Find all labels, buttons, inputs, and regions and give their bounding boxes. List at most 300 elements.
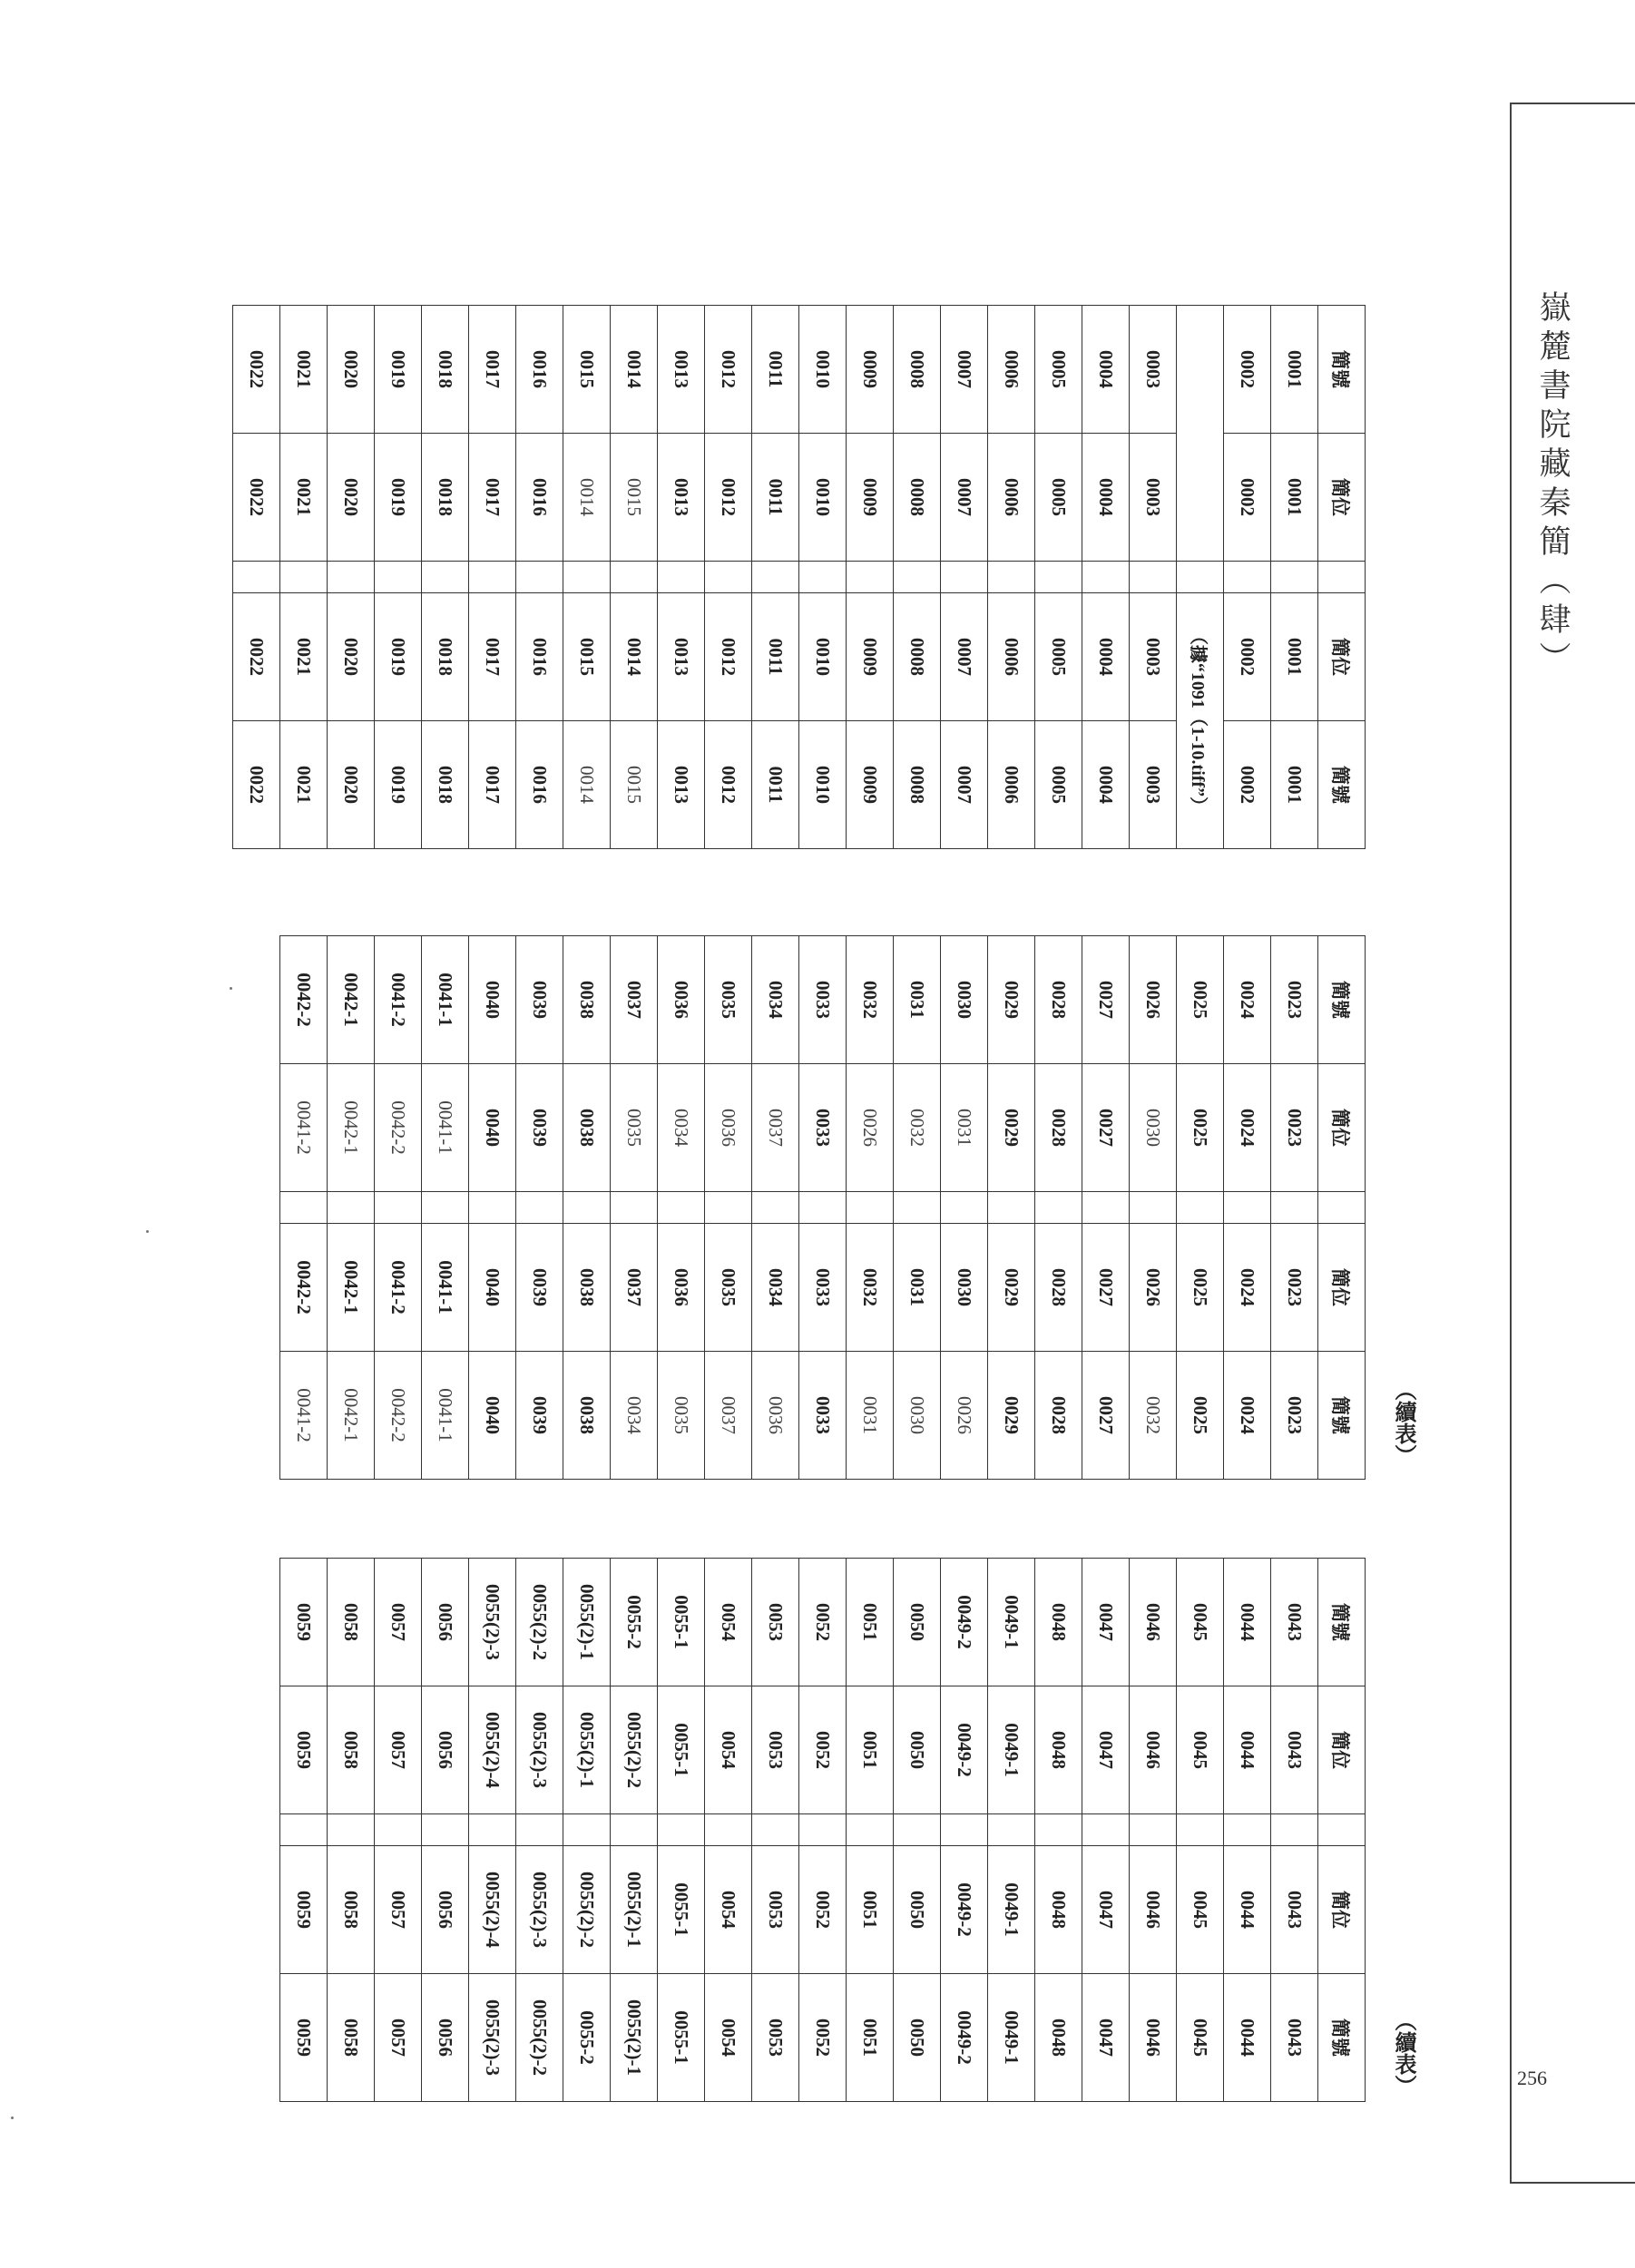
- table-cell: 0027: [1082, 1352, 1130, 1480]
- spacer-cell: [847, 1192, 894, 1224]
- table-cell: 0002: [1224, 593, 1271, 721]
- table-cell: 0043: [1271, 1686, 1318, 1814]
- table-cell: 0034: [658, 1064, 705, 1192]
- table-cell: 0046: [1130, 1974, 1177, 2102]
- table-cell: 0055-2: [611, 1559, 658, 1686]
- table-cell: 0018: [422, 721, 469, 849]
- table-cell: 簡位: [1318, 1224, 1366, 1352]
- table-cell: 0028: [1035, 936, 1082, 1064]
- table-cell: 0050: [894, 1686, 941, 1814]
- table-cell: 0006: [988, 434, 1035, 562]
- header-row: [1318, 936, 1366, 1480]
- table-cell: 0047: [1082, 1846, 1130, 1974]
- spacer-cell: [280, 1192, 328, 1224]
- table-row: [1082, 1559, 1130, 2102]
- table-cell: 0053: [752, 1846, 799, 1974]
- table-cell: 0009: [847, 306, 894, 434]
- table-cell: 0041-1: [422, 1064, 469, 1192]
- table-cell: 0029: [988, 1064, 1035, 1192]
- table-cell: 0055-1: [658, 1686, 705, 1814]
- spacer-cell: [611, 1814, 658, 1846]
- table-cell: 0014: [611, 306, 658, 434]
- table-cell: 0055(2)-3: [469, 1974, 516, 2102]
- table-cell: 0037: [705, 1352, 752, 1480]
- table-cell: 0035: [611, 1064, 658, 1192]
- table-row: [611, 936, 658, 1480]
- spacer-cell: [847, 562, 894, 593]
- table-row: [328, 1559, 375, 2102]
- table-cell: 0029: [988, 936, 1035, 1064]
- scan-speck: [11, 2116, 14, 2119]
- table-cell: 0054: [705, 1846, 752, 1974]
- table-cell: 0022: [233, 593, 280, 721]
- table-cell: 0005: [1035, 593, 1082, 721]
- table-cell: 0048: [1035, 1846, 1082, 1974]
- table-cell: 0006: [988, 721, 1035, 849]
- table-cell: 0041-1: [422, 936, 469, 1064]
- spacer-cell: [1130, 562, 1177, 593]
- spacer-cell: [1177, 562, 1224, 593]
- table-cell: 0010: [799, 306, 847, 434]
- table-cell: 0027: [1082, 936, 1130, 1064]
- table-cell: 0026: [1130, 1224, 1177, 1352]
- table-row: [752, 1559, 799, 2102]
- table-row: [799, 306, 847, 849]
- spacer-cell: [894, 562, 941, 593]
- table-row: [1130, 306, 1177, 849]
- table-cell: 0032: [847, 1224, 894, 1352]
- table-row: [280, 936, 328, 1480]
- table-cell: 0029: [988, 1352, 1035, 1480]
- spacer-cell: [1035, 1814, 1082, 1846]
- spacer-cell: [1035, 562, 1082, 593]
- table-cell: 0037: [611, 1224, 658, 1352]
- table-cell: 0019: [375, 721, 422, 849]
- table-cell: 0035: [705, 936, 752, 1064]
- table-cell: 0049-1: [988, 1686, 1035, 1814]
- table-cell: 0033: [799, 1224, 847, 1352]
- spacer-cell: [1224, 562, 1271, 593]
- table-cell: 0055-1: [658, 1974, 705, 2102]
- table-cell: 0004: [1082, 306, 1130, 434]
- table-cell: 0016: [516, 306, 563, 434]
- table-cell: 0044: [1224, 1974, 1271, 2102]
- spacer-cell: [516, 562, 563, 593]
- table-cell: 0023: [1271, 1224, 1318, 1352]
- spacer-cell: [799, 1192, 847, 1224]
- table-cell: 0041-2: [375, 1224, 422, 1352]
- spacer-cell: [1130, 1814, 1177, 1846]
- spacer-cell: [1271, 562, 1318, 593]
- table-row: [847, 1559, 894, 2102]
- table-cell: 0042-2: [280, 936, 328, 1064]
- table-cell: 0039: [516, 1064, 563, 1192]
- table-cell: 0024: [1224, 1064, 1271, 1192]
- table-cell: 0023: [1271, 1064, 1318, 1192]
- spacer-cell: [894, 1192, 941, 1224]
- table-cell: 0031: [941, 1064, 988, 1192]
- table-cell: 0007: [941, 434, 988, 562]
- table-row: [1271, 936, 1318, 1480]
- table-cell: 0045: [1177, 1846, 1224, 1974]
- table-cell: 0058: [328, 1559, 375, 1686]
- table-cell: 0036: [658, 1224, 705, 1352]
- table-cell: 0001: [1271, 434, 1318, 562]
- table-row: [375, 1559, 422, 2102]
- table-cell: 0035: [705, 1224, 752, 1352]
- spacer-cell: [563, 1192, 611, 1224]
- table-cell: 0008: [894, 306, 941, 434]
- table-cell: 簡號: [1318, 1352, 1366, 1480]
- table-cell: 0030: [1130, 1064, 1177, 1192]
- table-cell: 0043: [1271, 1846, 1318, 1974]
- table-cell: 0053: [752, 1974, 799, 2102]
- table-row: [894, 306, 941, 849]
- spacer-cell: [941, 1192, 988, 1224]
- table-cell: 0055(2)-1: [611, 1846, 658, 1974]
- table-cell: 0007: [941, 721, 988, 849]
- table-cell: 0034: [752, 1224, 799, 1352]
- table-cell: 0059: [280, 1686, 328, 1814]
- table-row: [1035, 1559, 1082, 2102]
- table-cell: 0049-2: [941, 1686, 988, 1814]
- table-cell: 0002: [1224, 434, 1271, 562]
- spacer-cell: [328, 562, 375, 593]
- table-cell: 0018: [422, 434, 469, 562]
- table-cell: 0048: [1035, 1559, 1082, 1686]
- spacer-cell: [1082, 1814, 1130, 1846]
- table-cell: 0017: [469, 306, 516, 434]
- table-row: [422, 1559, 469, 2102]
- table-cell: 0026: [847, 1064, 894, 1192]
- table-cell: 0001: [1271, 306, 1318, 434]
- table-cell: 0055(2)-4: [469, 1846, 516, 1974]
- table-cell: 0032: [847, 936, 894, 1064]
- table-row: [799, 1559, 847, 2102]
- table-cell: 簡位: [1318, 1686, 1366, 1814]
- spacer-cell: [705, 1192, 752, 1224]
- table-cell: 0028: [1035, 1064, 1082, 1192]
- table-cell: 0003: [1130, 721, 1177, 849]
- table-cell: 0005: [1035, 306, 1082, 434]
- table-cell: 0033: [799, 936, 847, 1064]
- table-cell: 0003: [1130, 434, 1177, 562]
- blank-cell: [1177, 306, 1224, 562]
- spacer-cell: [328, 1192, 375, 1224]
- spacer-cell: [1271, 1814, 1318, 1846]
- table-cell: 簡位: [1318, 1064, 1366, 1192]
- table-cell: 0030: [894, 1352, 941, 1480]
- table-cell: 0055(2)-4: [469, 1686, 516, 1814]
- table-cell: 0018: [422, 306, 469, 434]
- spacer-cell: [799, 562, 847, 593]
- table-row: [705, 306, 752, 849]
- table-cell: 0051: [847, 1846, 894, 1974]
- table-cell: 0014: [563, 721, 611, 849]
- table-cell: 0040: [469, 1224, 516, 1352]
- spacer-cell: [375, 562, 422, 593]
- table-cell: 0056: [422, 1974, 469, 2102]
- table-cell: 0058: [328, 1974, 375, 2102]
- table-cell: 0031: [847, 1352, 894, 1480]
- table-cell: 0055(2)-2: [563, 1846, 611, 1974]
- table-cell: 0044: [1224, 1686, 1271, 1814]
- table-cell: 0055-2: [563, 1974, 611, 2102]
- page-number: 256: [1517, 2067, 1547, 2089]
- table-cell: 0055(2)-3: [469, 1559, 516, 1686]
- table-cell: 0015: [611, 434, 658, 562]
- table-row: [705, 1559, 752, 2102]
- spacer-cell: [752, 562, 799, 593]
- table-cell: 0055-1: [658, 1846, 705, 1974]
- table-cell: 0027: [1082, 1224, 1130, 1352]
- table-cell: 0043: [1271, 1559, 1318, 1686]
- table-cell: 簡號: [1318, 1559, 1366, 1686]
- spacer-cell: [1318, 1814, 1366, 1846]
- table-cell: 0045: [1177, 1559, 1224, 1686]
- table-cell: 簡號: [1318, 1974, 1366, 2102]
- spacer-cell: [1271, 1192, 1318, 1224]
- table-cell: 0028: [1035, 1224, 1082, 1352]
- spacer-cell: [422, 562, 469, 593]
- table-cell: 0048: [1035, 1974, 1082, 2102]
- table-cell: 0010: [799, 434, 847, 562]
- spacer-cell: [469, 562, 516, 593]
- table-cell: 0056: [422, 1686, 469, 1814]
- table-cell: 0054: [705, 1974, 752, 2102]
- table-cell: 0028: [1035, 1352, 1082, 1480]
- table-cell: 0016: [516, 593, 563, 721]
- table-cell: 0042-1: [328, 1064, 375, 1192]
- table-cell: 0022: [233, 721, 280, 849]
- table-cell: 0020: [328, 434, 375, 562]
- table-row: [563, 1559, 611, 2102]
- table-cell: 0026: [1130, 936, 1177, 1064]
- table-cell: 0042-2: [375, 1064, 422, 1192]
- table-cell: 0049-2: [941, 1846, 988, 1974]
- table-cell: 0024: [1224, 936, 1271, 1064]
- table-row: [375, 936, 422, 1480]
- table-cell: 0042-2: [375, 1352, 422, 1480]
- table-cell: 0045: [1177, 1974, 1224, 2102]
- table-row: [752, 936, 799, 1480]
- table-cell: 0012: [705, 306, 752, 434]
- spacer-cell: [328, 1814, 375, 1846]
- table-cell: 0050: [894, 1559, 941, 1686]
- spacer-cell: [941, 562, 988, 593]
- table-cell: 0053: [752, 1559, 799, 1686]
- spacer-cell: [988, 1192, 1035, 1224]
- spacer-cell: [611, 1192, 658, 1224]
- spacer-cell: [847, 1814, 894, 1846]
- spacer-cell: [894, 1814, 941, 1846]
- spacer-cell: [516, 1192, 563, 1224]
- table-cell: 0025: [1177, 1224, 1224, 1352]
- table-cell: 0033: [799, 1352, 847, 1480]
- spacer-cell: [1177, 1192, 1224, 1224]
- table-row: [469, 306, 516, 849]
- table-cell: 0041-2: [280, 1064, 328, 1192]
- table-cell: 0026: [941, 1352, 988, 1480]
- table-cell: 0019: [375, 434, 422, 562]
- spacer-cell: [422, 1814, 469, 1846]
- table-cell: 0008: [894, 593, 941, 721]
- table-row: [658, 1559, 705, 2102]
- table-row: [847, 936, 894, 1480]
- data-table: [232, 305, 1366, 849]
- table-cell: 0048: [1035, 1686, 1082, 1814]
- spacer-cell: [1224, 1192, 1271, 1224]
- table-cell: 0055(2)-3: [516, 1686, 563, 1814]
- spacer-cell: [752, 1814, 799, 1846]
- table-row: [1130, 936, 1177, 1480]
- table-cell: 0003: [1130, 593, 1177, 721]
- table-cell: 0046: [1130, 1559, 1177, 1686]
- table-cell: 0049-2: [941, 1974, 988, 2102]
- table-cell: 簡號: [1318, 721, 1366, 849]
- table-cell: 0041-1: [422, 1352, 469, 1480]
- table-cell: 0038: [563, 1224, 611, 1352]
- table-row: [894, 936, 941, 1480]
- table-cell: 0001: [1271, 721, 1318, 849]
- table-row: [799, 936, 847, 1480]
- spacer-cell: [705, 562, 752, 593]
- header-row: [1318, 306, 1366, 849]
- table-cell: 0020: [328, 593, 375, 721]
- table-cell: 0042-1: [328, 936, 375, 1064]
- spacer-cell: [1318, 562, 1366, 593]
- table-cell: 0055(2)-1: [563, 1686, 611, 1814]
- table-cell: 0005: [1035, 721, 1082, 849]
- table-cell: 0016: [516, 721, 563, 849]
- table-cell: 0006: [988, 306, 1035, 434]
- table-cell: 0055-1: [658, 1559, 705, 1686]
- spacer-cell: [1177, 1814, 1224, 1846]
- table-cell: 0038: [563, 1352, 611, 1480]
- table-cell: 0004: [1082, 721, 1130, 849]
- table-cell: 0024: [1224, 1224, 1271, 1352]
- table-cell: 簡位: [1318, 593, 1366, 721]
- table-cell: 0025: [1177, 936, 1224, 1064]
- table-cell: 0059: [280, 1559, 328, 1686]
- table-row: [941, 936, 988, 1480]
- table-cell: 0055(2)-1: [563, 1559, 611, 1686]
- table-cell: 0034: [611, 1352, 658, 1480]
- table-cell: 0007: [941, 593, 988, 721]
- spacer-cell: [752, 1192, 799, 1224]
- spacer-cell: [375, 1814, 422, 1846]
- table-cell: 0002: [1224, 306, 1271, 434]
- table-cell: 0006: [988, 593, 1035, 721]
- table-cell: 0013: [658, 721, 705, 849]
- table-cell: 0040: [469, 936, 516, 1064]
- table-cell: 0050: [894, 1846, 941, 1974]
- table-cell: 0042-2: [280, 1224, 328, 1352]
- header-row: [1318, 1559, 1366, 2102]
- table-cell: 0046: [1130, 1686, 1177, 1814]
- table-cell: 0018: [422, 593, 469, 721]
- table-cell: 0058: [328, 1686, 375, 1814]
- table-cell: 0021: [280, 593, 328, 721]
- table-cell: 0043: [1271, 1974, 1318, 2102]
- table-cell: 0005: [1035, 434, 1082, 562]
- table-cell: 0037: [611, 936, 658, 1064]
- table-cell: 0031: [894, 936, 941, 1064]
- spacer-cell: [233, 562, 280, 593]
- table-cell: 0059: [280, 1974, 328, 2102]
- table-row: [1082, 306, 1130, 849]
- table-cell: 0038: [563, 936, 611, 1064]
- table-cell: 0050: [894, 1974, 941, 2102]
- table-cell: 0009: [847, 593, 894, 721]
- table-cell: 0041-2: [280, 1352, 328, 1480]
- table-cell: 0055(2)-1: [611, 1974, 658, 2102]
- spacer-cell: [1130, 1192, 1177, 1224]
- table-cell: 0021: [280, 306, 328, 434]
- table-cell: 0021: [280, 721, 328, 849]
- table-cell: 0038: [563, 1064, 611, 1192]
- table-cell: 0014: [611, 593, 658, 721]
- table-cell: 0020: [328, 306, 375, 434]
- table-row: [469, 936, 516, 1480]
- table-cell: 0011: [752, 593, 799, 721]
- scan-speck: [230, 987, 232, 990]
- table-cell: 0036: [705, 1064, 752, 1192]
- continued-label-2: （續表）: [1391, 2009, 1417, 2097]
- spacer-cell: [422, 1192, 469, 1224]
- data-table: [279, 935, 1366, 1480]
- table-cell: 0011: [752, 306, 799, 434]
- table-row: [1177, 936, 1224, 1480]
- spacer-cell: [988, 562, 1035, 593]
- spacer-cell: [1035, 1192, 1082, 1224]
- table-row: [658, 936, 705, 1480]
- table-cell: 0029: [988, 1224, 1035, 1352]
- table-row: [516, 936, 563, 1480]
- table-cell: 0033: [799, 1064, 847, 1192]
- table-cell: 0009: [847, 434, 894, 562]
- table-cell: 0001: [1271, 593, 1318, 721]
- spacer-cell: [516, 1814, 563, 1846]
- table-cell: 0036: [752, 1352, 799, 1480]
- table-cell: 0034: [752, 936, 799, 1064]
- table-cell: 0044: [1224, 1559, 1271, 1686]
- table-cell: 0022: [233, 434, 280, 562]
- table-cell: 0030: [941, 1224, 988, 1352]
- table-cell: 0052: [799, 1974, 847, 2102]
- table-row: [280, 1559, 328, 2102]
- continued-label-1: （續表）: [1391, 1379, 1417, 1466]
- table-cell: 0015: [611, 721, 658, 849]
- spacer-cell: [988, 1814, 1035, 1846]
- spacer-cell: [658, 1192, 705, 1224]
- spacer-cell: [941, 1814, 988, 1846]
- table-cell: 0030: [941, 936, 988, 1064]
- table-row: [752, 306, 799, 849]
- table-cell: 0017: [469, 721, 516, 849]
- table-cell: 0045: [1177, 1686, 1224, 1814]
- table-row: [375, 306, 422, 849]
- table-cell: 0022: [233, 306, 280, 434]
- table-cell: 0042-1: [328, 1224, 375, 1352]
- table-cell: 0058: [328, 1846, 375, 1974]
- table-row: [1224, 1559, 1271, 2102]
- table-row: [563, 306, 611, 849]
- book-title: 嶽麓書院藏秦簡（肆）: [1534, 290, 1571, 680]
- table-cell: 0059: [280, 1846, 328, 1974]
- spacer-cell: [469, 1192, 516, 1224]
- table-cell: 0020: [328, 721, 375, 849]
